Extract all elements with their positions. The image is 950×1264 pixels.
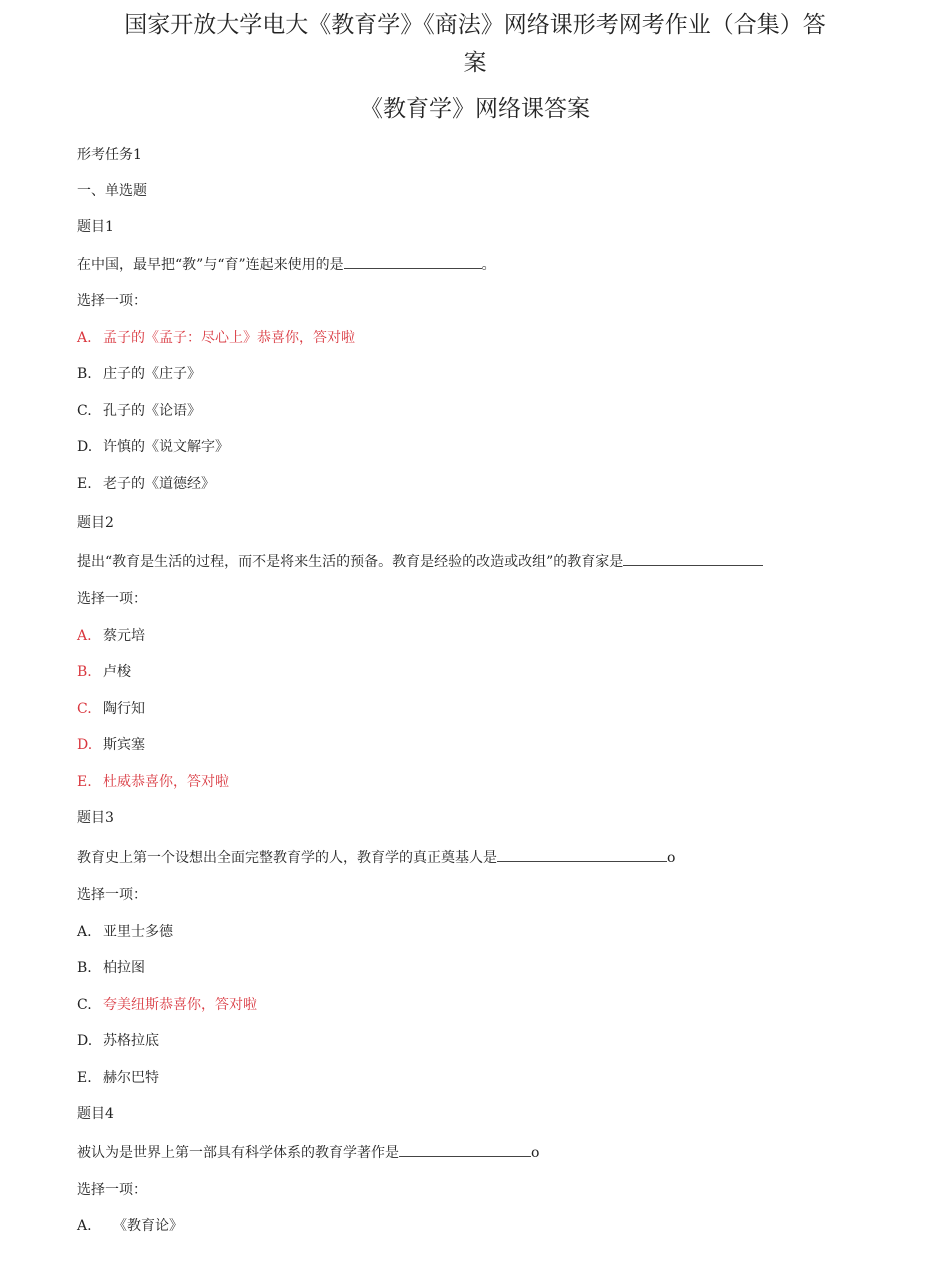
answer-blank xyxy=(399,1143,531,1157)
question-text: 在中国，最早把“教”与“育”连起来使用的是 。 xyxy=(77,257,496,273)
option-c[interactable]: C. 孔子的《论语》 xyxy=(77,403,201,419)
document-subtitle: 《教育学》网络课答案 xyxy=(360,96,590,122)
answer-blank xyxy=(623,552,763,566)
option-e[interactable]: E. 赫尔巴特 xyxy=(77,1070,159,1086)
task-heading: 形考任务1 xyxy=(77,147,142,163)
choose-one-label: 选择一项： xyxy=(77,887,147,903)
answer-blank xyxy=(497,848,667,862)
question-label: 题目3 xyxy=(77,810,114,826)
option-a[interactable]: A. 孟子的《孟子：尽心上》恭喜你，答对啦 xyxy=(77,330,355,346)
question-label: 题目4 xyxy=(77,1106,114,1122)
question-text: 教育史上第一个设想出全面完整教育学的人，教育学的真正奠基人是 o xyxy=(77,850,676,866)
question-label: 题目1 xyxy=(77,219,114,235)
section-heading: 一、单选题 xyxy=(77,183,147,199)
option-e[interactable]: E. 老子的《道德经》 xyxy=(77,476,215,492)
option-c[interactable]: C. 夸美纽斯恭喜你，答对啦 xyxy=(77,997,257,1013)
choose-one-label: 选择一项： xyxy=(77,293,147,309)
option-c[interactable]: C. 陶行知 xyxy=(77,701,145,717)
question-label: 题目2 xyxy=(77,515,114,531)
option-a[interactable]: A. 《教育论》 xyxy=(77,1218,183,1234)
question-text: 被认为是世界上第一部具有科学体系的教育学著作是 o xyxy=(77,1145,540,1161)
option-d[interactable]: D. 斯宾塞 xyxy=(77,737,145,753)
option-e[interactable]: E. 杜威恭喜你，答对啦 xyxy=(77,774,229,790)
option-a[interactable]: A. 亚里士多德 xyxy=(77,924,173,940)
option-b[interactable]: B. 卢梭 xyxy=(77,664,131,680)
option-b[interactable]: B. 庄子的《庄子》 xyxy=(77,366,201,382)
title-line-1: 国家开放大学电大《教育学》《商法》网络课形考网考作业（合集）答 xyxy=(124,12,826,38)
document-title xyxy=(60,6,890,82)
option-b[interactable]: B. 柏拉图 xyxy=(77,960,145,976)
option-d[interactable]: D. 苏格拉底 xyxy=(77,1033,159,1049)
option-a[interactable]: A. 蔡元培 xyxy=(77,628,145,644)
option-d[interactable]: D. 许慎的《说文解字》 xyxy=(77,439,229,455)
question-text: 提出“教育是生活的过程，而不是将来生活的预备。教育是经验的改造或改组”的教育家是 xyxy=(77,552,763,571)
title-line-2: 案 xyxy=(463,50,487,76)
answer-blank xyxy=(344,255,482,269)
choose-one-label: 选择一项： xyxy=(77,591,147,607)
choose-one-label: 选择一项： xyxy=(77,1182,147,1198)
